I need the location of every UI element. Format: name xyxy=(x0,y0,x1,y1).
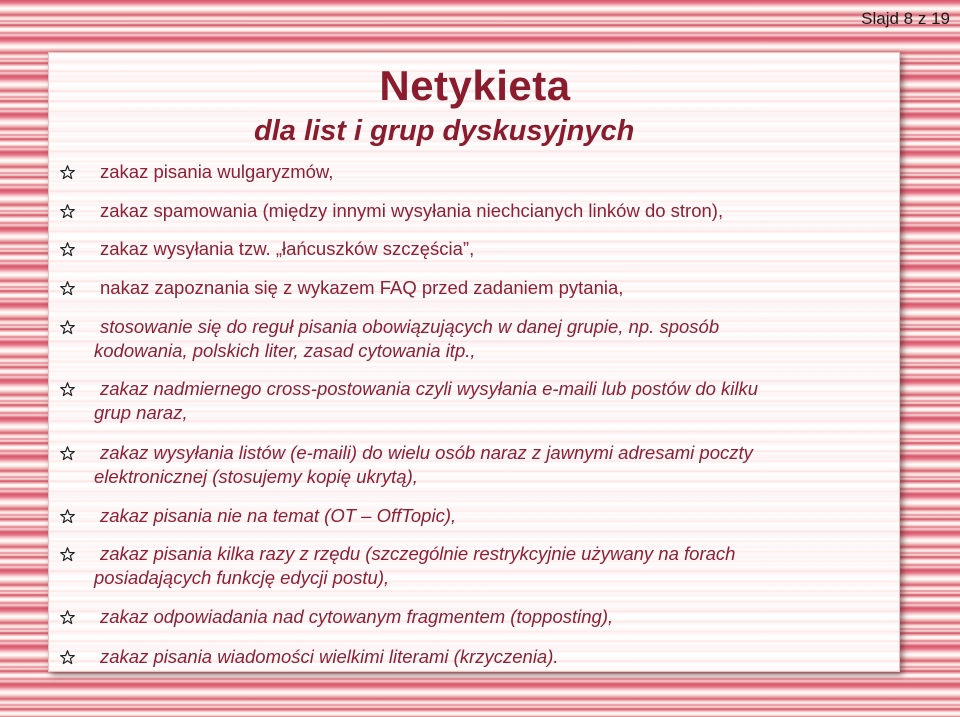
list-item xyxy=(60,441,880,489)
list-item-text: zakaz spamowania (między innymi wysyłania niechcianych linków do stron), xyxy=(100,200,724,221)
list-item-text: zakaz nadmiernego cross-postowania czyli wysyłania e-maili lub postów do kilku xyxy=(100,378,759,399)
list-item xyxy=(60,237,880,261)
list-item xyxy=(60,605,880,629)
list-item-text-continued: posiadających funkcję edycji postu), xyxy=(94,567,390,588)
list-item-text: zakaz wysyłania tzw. „łańcuszków szczęścia”, xyxy=(100,238,475,259)
list-item-text: zakaz pisania wulgaryzmów, xyxy=(100,161,334,182)
star-outline-icon xyxy=(60,242,75,257)
list-item-text: nakaz zapoznania się z wykazem FAQ przed zadaniem pytania, xyxy=(100,277,624,298)
list-item-text: zakaz odpowiadania nad cytowanym fragmentem (topposting), xyxy=(100,606,614,627)
star-outline-icon xyxy=(60,509,75,524)
list-item-text: stosowanie się do reguł pisania obowiązujących w danej grupie, np. sposób xyxy=(100,316,720,337)
star-outline-icon xyxy=(60,382,75,397)
star-outline-icon xyxy=(60,610,75,625)
star-outline-icon xyxy=(60,165,75,180)
list-item-text-continued: elektronicznej (stosujemy kopię ukrytą), xyxy=(94,466,418,487)
list-item-text: zakaz pisania wiadomości wielkimi literami (krzyczenia). xyxy=(100,646,559,667)
list-item-text: zakaz pisania nie na temat (OT – OffTopic), xyxy=(100,505,457,526)
list-item xyxy=(60,199,880,223)
list-item xyxy=(60,276,880,300)
slide-title: Netykieta xyxy=(379,62,571,109)
list-item xyxy=(60,504,880,528)
star-outline-icon xyxy=(60,320,75,335)
list-item-text: zakaz pisania kilka razy z rzędu (szczególnie restrykcyjnie używany na forach xyxy=(100,543,736,564)
list-item-text: zakaz wysyłania listów (e-maili) do wielu osób naraz z jawnymi adresami poczty xyxy=(100,442,753,463)
star-outline-icon xyxy=(60,281,75,296)
list-item-text-continued: grup naraz, xyxy=(94,402,188,423)
list-item xyxy=(60,160,880,184)
list-item-text-continued: kodowania, polskich liter, zasad cytowania itp., xyxy=(94,340,476,361)
list-item xyxy=(60,542,880,590)
slide-counter: Slajd 8 z 19 xyxy=(861,9,950,28)
list-item xyxy=(60,315,880,363)
list-item xyxy=(60,645,880,669)
star-outline-icon xyxy=(60,446,75,461)
star-outline-icon xyxy=(60,650,75,665)
star-outline-icon xyxy=(60,204,75,219)
slide-subtitle: dla list i grup dyskusyjnych xyxy=(254,115,635,147)
list-item xyxy=(60,377,880,425)
star-outline-icon xyxy=(60,547,75,562)
